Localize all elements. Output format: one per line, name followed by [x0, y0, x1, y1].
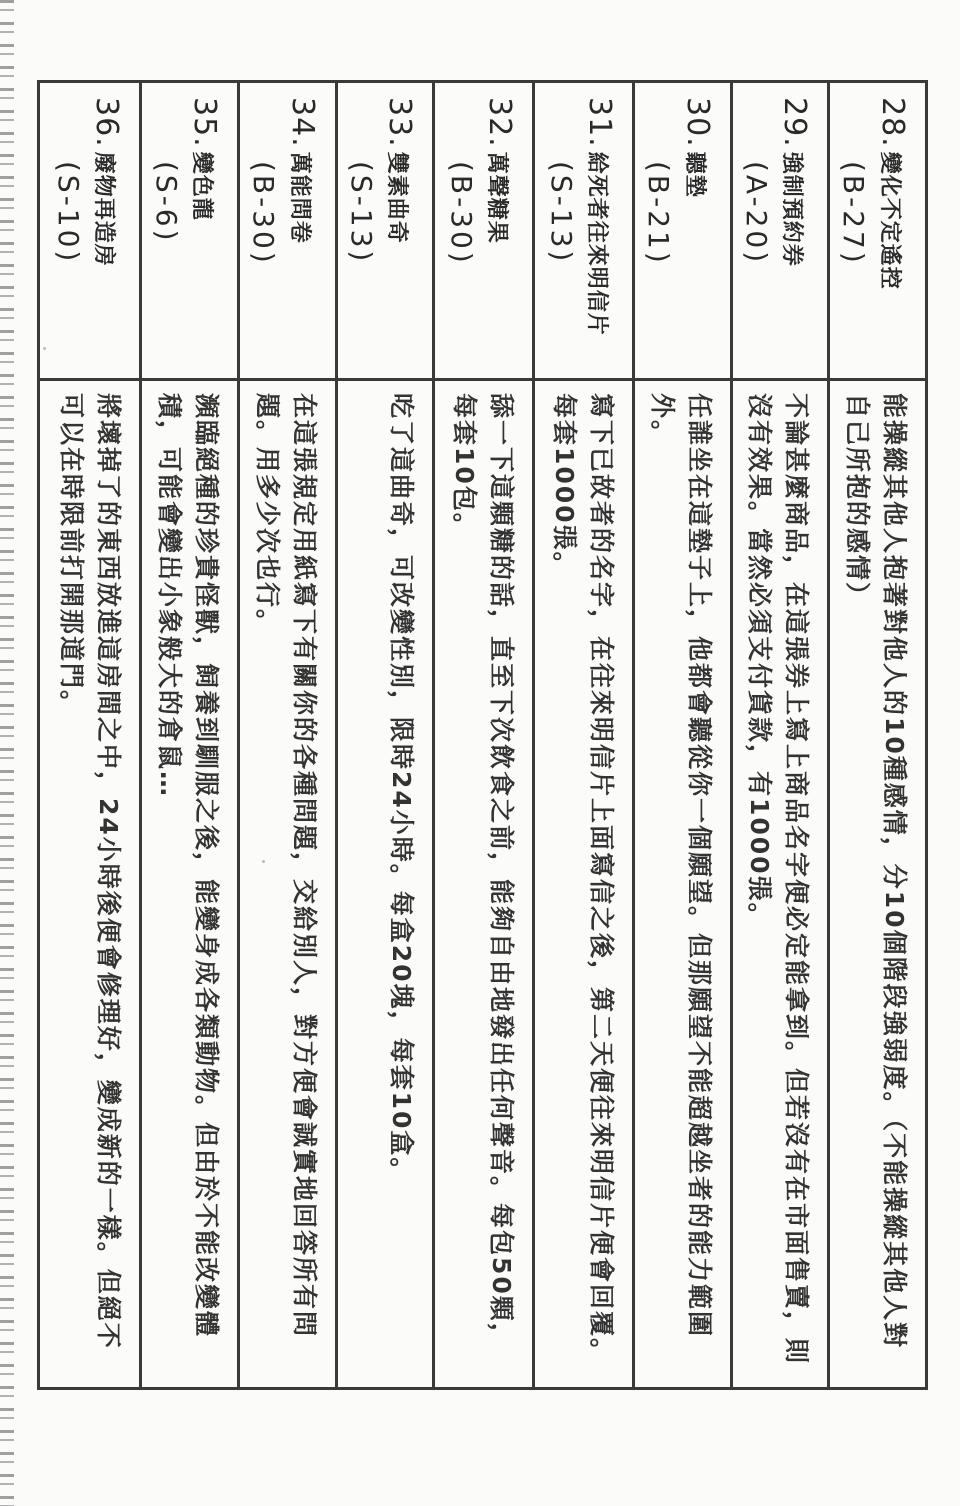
table-row [337, 82, 435, 1389]
item-code: (S-6) [150, 161, 183, 244]
item-number: 35. [187, 97, 223, 148]
item-table [38, 80, 929, 1390]
table-row [534, 82, 634, 1389]
item-description: 不論甚麼商品，在這張券上寫上商品名字便必定能拿到。但若沒有在市面售賣，則沒有效果。當然必須支付貨款，有1000張。 [745, 393, 812, 1366]
item-number: 34. [285, 97, 320, 148]
item-code: (S-13) [545, 161, 578, 265]
item-description-cell [337, 380, 435, 1389]
item-number: 36. [89, 97, 125, 148]
item-description-cell [434, 380, 534, 1389]
item-code: (A-20) [740, 161, 773, 266]
item-description: 能操縱其他人抱著對他人的10種感情，分10個階段強弱度。（不能操縱其他人對自己所抱的感情） [843, 393, 909, 1350]
item-name-cell [39, 82, 141, 380]
item-number: 29. [777, 97, 813, 148]
item-description-cell [239, 380, 337, 1389]
table-row [239, 82, 337, 1389]
item-description-cell [39, 380, 141, 1389]
item-code: (B-27) [837, 161, 871, 266]
item-description: 任誰坐在這墊子上，他都會聽從你一個願望。但那願望不能超越坐者的能力範圍外。 [648, 393, 714, 1339]
item-name: 萬聲糖果 [484, 151, 510, 244]
table-row [732, 82, 830, 1389]
item-code: (S-10) [52, 161, 85, 265]
item-description-cell [829, 380, 927, 1389]
item-name: 強制預約券 [779, 151, 805, 267]
item-name-cell [239, 82, 337, 380]
item-description: 將壞掉了的東西放進這房間之中，24小時後便會修理好，變成新的一樣。但絕不可以在時限前打開那道門。 [57, 393, 124, 1350]
item-name-cell [634, 82, 732, 380]
item-description: 吃了這曲奇，可改變性別，限時24小時。每盒20塊，每套10盒。 [387, 393, 417, 1185]
table-row [39, 82, 141, 1389]
item-number: 32. [482, 97, 518, 148]
item-name: 變色龍 [189, 151, 215, 221]
item-name-cell [732, 82, 830, 380]
table-row [141, 82, 239, 1389]
table-row [829, 82, 927, 1389]
item-name: 萬能問卷 [287, 151, 312, 244]
item-name-cell [141, 82, 239, 380]
item-code: (B-30) [247, 161, 281, 266]
item-description-cell [141, 380, 239, 1389]
item-code: (S-13) [345, 161, 378, 265]
item-number: 31. [582, 97, 618, 148]
item-description-cell [534, 380, 634, 1389]
item-description: 在這張規定用紙寫下有關你的各種問題，交給別人，對方便會誠實地回答所有問題。用多少次也行。 [253, 393, 319, 1339]
table-row [434, 82, 534, 1389]
item-code: (B-21) [642, 161, 676, 266]
item-description-cell [732, 380, 830, 1389]
item-name-cell [337, 82, 435, 380]
item-description: 舔一下這顆糖的話，直至下次飲食之前，能夠自由地發出任何聲音。每包50顆，每套10包。 [450, 393, 517, 1350]
item-number: 28. [875, 97, 910, 148]
binding-edge-marks [0, 0, 14, 1506]
item-name: 聽墊 [682, 151, 707, 198]
item-code: (B-30) [445, 161, 478, 266]
item-name: 變化不定遙控 [877, 151, 902, 290]
scan-speck [43, 347, 46, 350]
item-number: 33. [382, 97, 418, 148]
item-name-cell [534, 82, 634, 380]
item-description-cell [634, 380, 732, 1389]
item-name-cell [434, 82, 534, 380]
item-description: 瀕臨絕種的珍貴怪獸，飼養到馴服之後，能變身成各類動物。但由於不能改變體積，可能會變出小象般大的倉鼠… [155, 393, 222, 1339]
item-name-cell [829, 82, 927, 380]
rotated-item-table-sheet [48, 80, 928, 1390]
table-row [634, 82, 732, 1389]
item-name: 雙素曲奇 [384, 151, 410, 244]
item-name: 給死者往來明信片 [584, 151, 610, 336]
scan-speck [262, 860, 265, 863]
item-name: 廢物再造房 [91, 151, 117, 267]
item-number: 30. [680, 97, 715, 148]
item-description: 寫下已故者的名字，在往來明信片上面寫信之後，第二天便往來明信片便會回覆。每套1000張。 [550, 393, 617, 1366]
